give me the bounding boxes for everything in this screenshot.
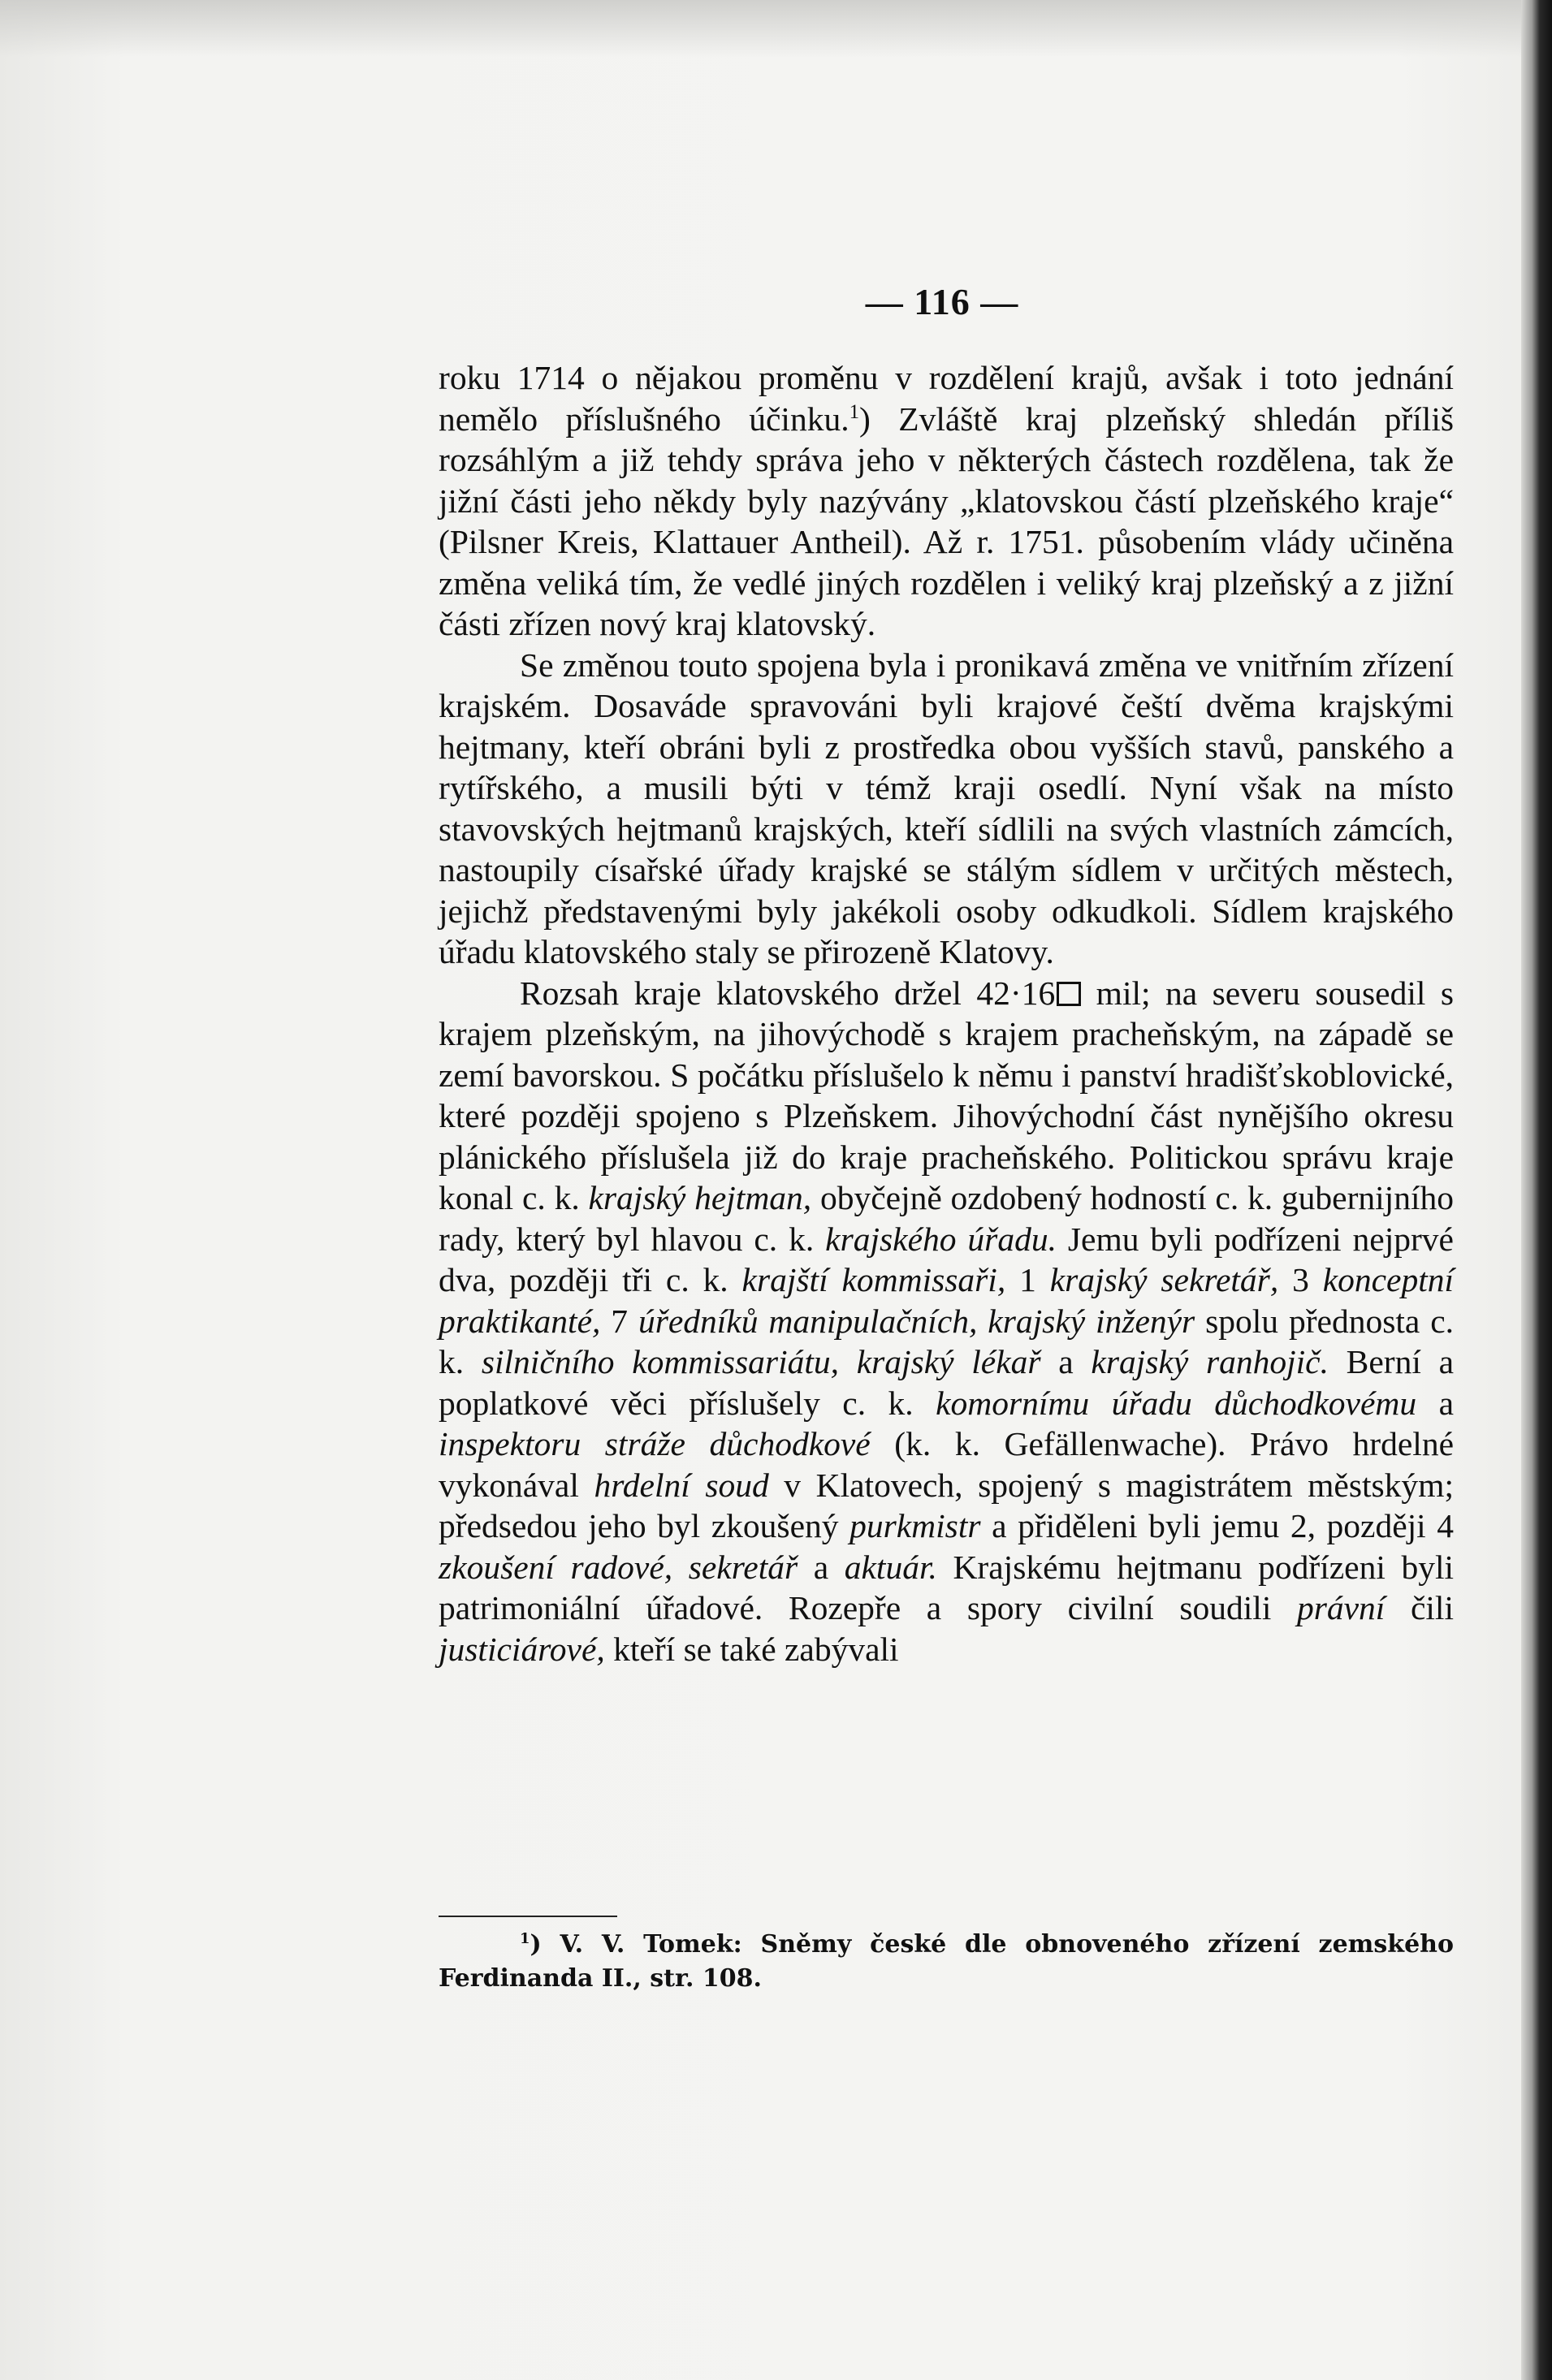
paragraph-3-segment: (k. k. Gefällenwache). Právo hrdelné vykonával <box>439 1425 1454 1504</box>
emphasis-term: hrdelní soud <box>594 1466 769 1504</box>
emphasis-term: krajský hejtman, <box>588 1179 812 1216</box>
emphasis-term: krajští kommissaři, <box>741 1261 1006 1298</box>
page-number: — 116 — <box>865 281 1019 322</box>
footnote <box>439 1928 1454 1996</box>
paragraph-3-segment: a <box>798 1548 845 1586</box>
paragraph-3-segment: a <box>1416 1384 1455 1422</box>
emphasis-term: konceptní praktikanté, <box>439 1261 1455 1340</box>
emphasis-term: zkoušení radové, sekretář <box>439 1548 798 1586</box>
footnote-text: ) V. V. Tomek: Sněmy české dle obnoveného zřízení zemského Ferdinanda II., str. 108. <box>439 1930 1454 1993</box>
emphasis-term: krajský ranhojič. <box>1091 1343 1329 1380</box>
footnote-divider <box>439 1916 617 1917</box>
emphasis-term: krajský sekretář, <box>1049 1261 1279 1298</box>
emphasis-term: purkmistr <box>849 1507 981 1544</box>
emphasis-term: justiciárové, <box>439 1630 605 1668</box>
paragraph-3-segment: Krajskému hejtmanu podřízeni byli patrimoniální úřadové. Rozepře a spory civilní soudili <box>439 1548 1455 1626</box>
emphasis-term: krajského úřadu. <box>825 1220 1057 1258</box>
paragraph-3-segment: 3 <box>1278 1261 1323 1298</box>
paragraph-3-segment: v Klatovech, spojený s magistrátem městským; předsedou jeho byl zkoušený <box>439 1466 1454 1544</box>
paragraph-3-segment: Rozsah kraje klatovského držel 42·16 <box>520 974 1056 1012</box>
scan-right-edge <box>1521 0 1552 2380</box>
footnote-reference: 1 <box>849 400 860 423</box>
body-text <box>439 357 1454 1669</box>
paragraph-3-segment: 7 <box>600 1302 638 1340</box>
paragraph-1-text-b: ) Zvláště kraj plzeňský shledán příliš rozsáhlým a již tehdy správa jeho v některých částech rozdělena, tak že jižní části jeho někdy byly nazývány „klatovskou částí plzeňského kraje“ (Pilsner Kreis, Klattauer Antheil). Až r. 1751. působením vlády učiněna změna veliká tím, že vedlé jiných rozdělen i veliký kraj plzeňský a z jižní části zřízen nový kraj klatovský. <box>439 400 1454 642</box>
paragraph-3-segment: a <box>1040 1343 1092 1380</box>
scan-top-shadow <box>0 0 1552 57</box>
square-mile-symbol-icon <box>1057 982 1081 1006</box>
paragraph-3-segment: kteří se také zabývali <box>604 1630 899 1668</box>
paragraph-3-segment: Berní a poplatkové věci příslušely c. k. <box>439 1343 1455 1422</box>
paragraph-1-text-a: roku 1714 o nějakou proměnu v rozdělení krajů, avšak i toto jednání nemělo příslušného účinku. <box>439 359 1454 438</box>
paragraph-2: Se změnou touto spojena byla i pronikavá změna ve vnitřním zřízení krajském. Dosaváde spravováni byli krajové čeští dvěma krajskými hejtmany, kteří obráni byli z prostředka obou vyšších stavů, panského a rytířského, a musili býti v témž kraji osedlí. Nyní však na místo stavovských hejtmanů krajských, kteří sídlili na svých vlastních zámcích, nastoupily císařské úřady krajské se stálým sídlem v určitých městech, jejichž představenými byly jakékoli osoby odkudkoli. Sídlem krajského úřadu klatovského staly se přirozeně Klatovy. <box>439 646 1454 970</box>
paragraph-3-segment: a přiděleni byli jemu 2, později 4 <box>980 1507 1455 1544</box>
emphasis-term: komornímu úřadu důchodkovému <box>936 1384 1417 1422</box>
paragraph-3-segment: obyčejně ozdobený hodností c. k. gubernijního rady, který byl hlavou c. k. <box>439 1179 1454 1258</box>
paragraph-3-segment: mil; na severu sousedil s krajem plzeňským, na jihovýchodě s krajem pracheňským, na západě se zemí bavorskou. S počátku příslušelo k němu i panství hradišťskoblovické, které později spojeno s Plzeňskem. Jihovýchodní část nynějšího okresu plánického příslušela již do kraje pracheňského. Politickou správu kraje konal c. k. <box>439 974 1454 1216</box>
emphasis-term: úředníků manipulačních, krajský inženýr <box>638 1302 1195 1340</box>
emphasis-term: inspektoru stráže důchodkové <box>439 1425 871 1462</box>
paragraph-3-segment: 1 <box>1005 1261 1050 1298</box>
emphasis-term: silničního kommissariátu, krajský lékař <box>481 1343 1041 1380</box>
footnote-mark: 1 <box>520 1930 530 1947</box>
emphasis-term: právní <box>1296 1589 1386 1626</box>
paragraph-3 <box>439 973 1454 1670</box>
emphasis-term: aktuár. <box>844 1548 937 1586</box>
paragraph-3-segment: spolu přednosta c. k. <box>439 1302 1454 1380</box>
paragraph-3-segment: Jemu byli podřízeni nejprvé dva, později tři c. k. <box>439 1220 1454 1298</box>
paragraph-1 <box>439 357 1454 645</box>
paragraph-3-segment: čili <box>1385 1589 1454 1626</box>
